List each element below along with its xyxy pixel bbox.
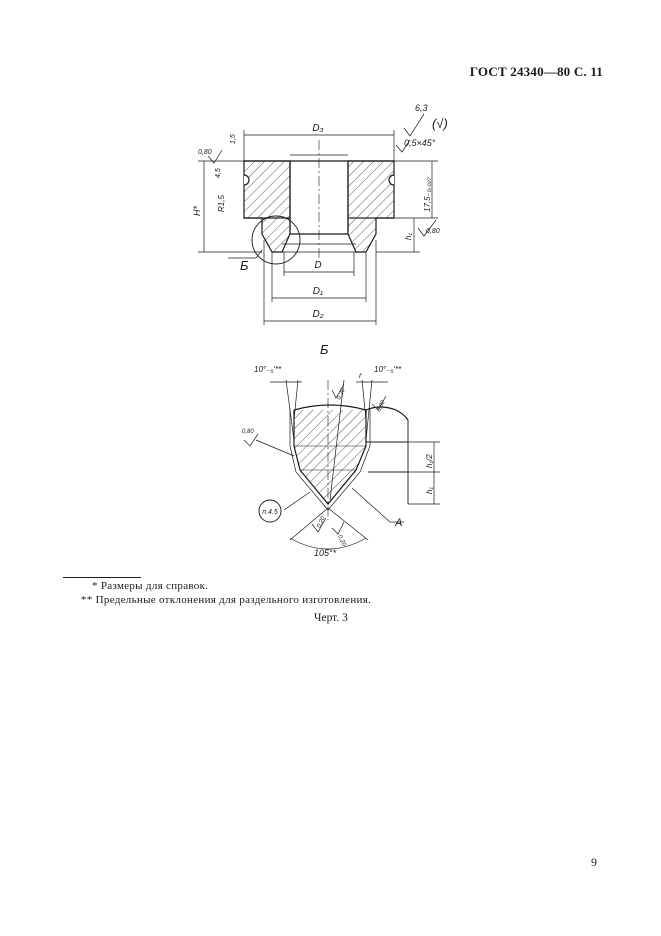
figure-caption: Черт. 3 bbox=[314, 612, 348, 624]
radius-r: r bbox=[359, 371, 362, 380]
rough-bottom-1: 0,20 bbox=[316, 515, 327, 529]
detail-title: Б bbox=[320, 342, 329, 357]
dim-height: 17,5₋₀,₀₂₇ bbox=[423, 177, 432, 212]
angle-right: 10°₋₅′** bbox=[374, 365, 402, 374]
detail-view bbox=[290, 380, 408, 520]
radius-R: R1,5 bbox=[217, 195, 226, 212]
right-wall bbox=[348, 161, 394, 218]
rough-bottom-2: 0,20 bbox=[336, 534, 347, 548]
dim-D3: D₃ bbox=[312, 123, 324, 134]
angle-bottom: 105°* bbox=[314, 548, 337, 558]
dim-h1-detail: h₁ bbox=[425, 487, 434, 494]
rough-left-detail: 0,80 bbox=[242, 429, 254, 435]
rough-1: 0,20 bbox=[336, 387, 347, 401]
dim-h1-half: h₁/2 bbox=[425, 454, 434, 468]
footnote-rule bbox=[63, 577, 141, 578]
dim-D: D bbox=[314, 260, 322, 271]
rough-2: 0,80 bbox=[376, 399, 387, 413]
left-wall bbox=[244, 161, 290, 218]
dim-groove: 4,5 bbox=[215, 168, 222, 178]
dim-D1: D₁ bbox=[312, 286, 324, 297]
dim-D2: D₂ bbox=[312, 309, 324, 320]
chamfer-dim: 0,5×45° bbox=[404, 138, 436, 148]
footnote-2: ** Предельные отклонения для раздельного изготовления. bbox=[81, 594, 372, 606]
footnote-1: * Размеры для справок. bbox=[92, 580, 209, 592]
detail-label-b: Б bbox=[240, 258, 249, 273]
roughness-value: 6,3 bbox=[415, 103, 428, 113]
dim-h1-top: h₁ bbox=[404, 233, 413, 240]
section-view bbox=[244, 140, 394, 264]
dim-top-step: 1,5 bbox=[230, 134, 237, 144]
angle-left: 10°₋₅′** bbox=[254, 365, 282, 374]
ref-circle-label: п.4.5 bbox=[262, 509, 278, 516]
page-number: 9 bbox=[591, 855, 597, 869]
point-A: A bbox=[395, 517, 403, 529]
roughness-other: (√) bbox=[432, 116, 448, 131]
page-header: ГОСТ 24340—80 С. 11 bbox=[469, 64, 603, 79]
rough-left-top: 0,80 bbox=[198, 149, 212, 156]
rough-right-top: 0,80 bbox=[426, 228, 440, 235]
dim-H: H* bbox=[192, 205, 202, 216]
